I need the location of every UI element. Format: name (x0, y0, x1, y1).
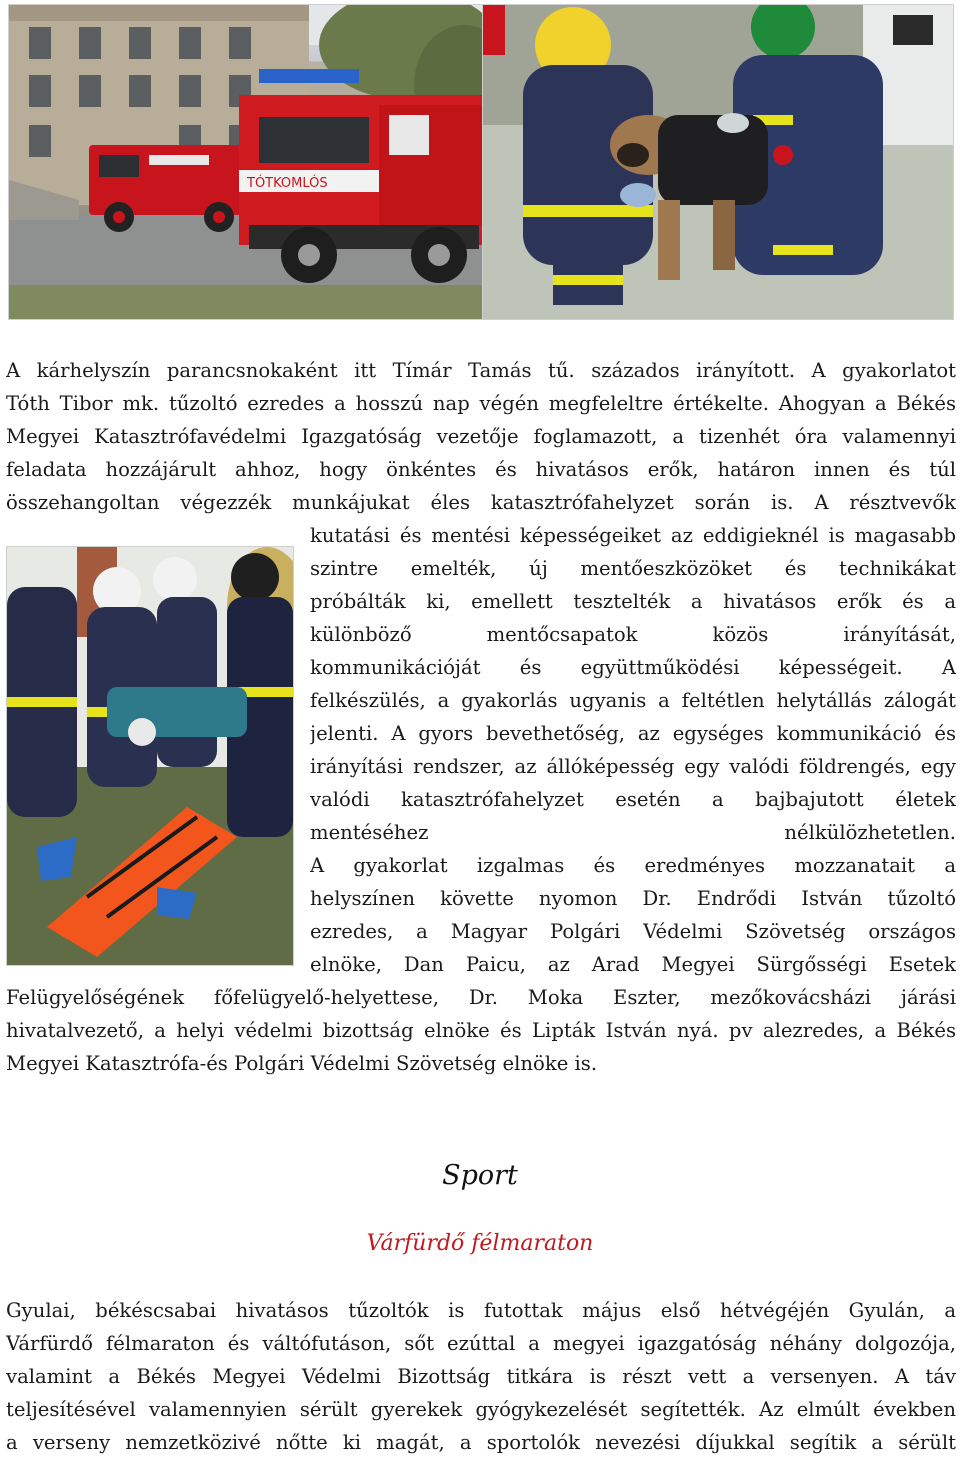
article-line: szintre emelték, új mentőeszközöket és technikákat (310, 557, 956, 580)
section-heading: Sport (442, 1160, 518, 1191)
article-line: A kárhelyszín parancsnokaként itt Tímár Tamás tű. százados irányított. A gyakorlatot (6, 359, 956, 382)
sport-line: teljesítésével valamennyien sérült gyerekek gyógykezelését segítették. Az elmúlt években (6, 1398, 956, 1421)
article-line-last: Megyei Katasztrófa-és Polgári Védelmi Szövetség elnöke is. (6, 1052, 598, 1075)
photo-search-dog (482, 4, 954, 320)
article-line: ezredes, a Magyar Polgári Védelmi Szövetség országos (310, 920, 956, 943)
photo-fire-trucks (8, 4, 484, 320)
article-line: feladata hozzájárult ahhoz, hogy önkéntes és hivatásos erők, határon innen és túl (6, 458, 956, 481)
article-line: hivatalvezető, a helyi védelmi bizottság elnöke és Lipták István nyá. pv alezredes, a Békés (6, 1019, 956, 1042)
section-subheading: Várfürdő félmaraton (366, 1231, 594, 1256)
article-line: elnöke, Dan Paicu, az Arad Megyei Sürgősségi Esetek (310, 953, 956, 976)
article-line: Felügyelőségének főfelügyelő-helyettese, Dr. Moka Eszter, mezőkovácsházi járási (6, 986, 956, 1009)
sport-line: Gyulai, békéscsabai hivatásos tűzoltók is futottak május első hétvégéjén Gyulán, a (6, 1299, 956, 1322)
article-line: irányítási rendszer, az állóképesség egy valódi földrengés, egy (310, 755, 956, 778)
article-line: Tóth Tibor mk. tűzoltó ezredes a hosszú nap végén megfeleltre értékelte. Ahogyan a Békés (6, 392, 956, 415)
sport-line: a verseny nemzetközivé nőtte ki magát, a sportolók nevezési díjukkal segítik a sérült (6, 1431, 956, 1454)
truck-side-label: TÓTKOMLÓS (247, 176, 328, 191)
sport-line: Várfürdő félmaraton és váltófutáson, sőt ezúttal a megyei igazgatóság néhány dolgozója, (6, 1332, 956, 1355)
article-line: felkészülés, a gyakorlás ugyanis a feltétlen helytállás zálogát (310, 689, 956, 712)
article-line: különböző mentőcsapatok közös irányítását, (310, 623, 956, 646)
article-line: összehangoltan végezzék munkájukat éles katasztrófahelyzet során is. A résztvevők (6, 491, 956, 514)
article-line: kutatási és mentési képességeiket az eddigieknél is magasabb (310, 524, 956, 547)
article-line: Megyei Katasztrófavédelmi Igazgatóság vezetője foglamazott, a tizenhét óra valamennyi (6, 425, 956, 448)
photo-rescue-stretcher (6, 546, 294, 966)
article-line: A gyakorlat izgalmas és eredményes mozzanatait a (310, 854, 956, 877)
article-line: kommunikációját és együttműködési képességeit. A (310, 656, 956, 679)
article-line: jelenti. A gyors bevethetőség, az egységes kommunikáció és (310, 722, 956, 745)
sport-line: valamint a Békés Megyei Védelmi Bizottság titkára is részt vett a versenyen. A táv (6, 1365, 956, 1388)
article-line: helyszínen követte nyomon Dr. Endrődi István tűzoltó (310, 887, 956, 910)
article-line: valódi katasztrófahelyzet esetén a bajbajutott életek (310, 788, 956, 811)
article-line: mentéséhez nélkülözhetetlen. (310, 821, 956, 844)
article-line: próbálták ki, emellett tesztelték a hivatásos erők és a (310, 590, 956, 613)
